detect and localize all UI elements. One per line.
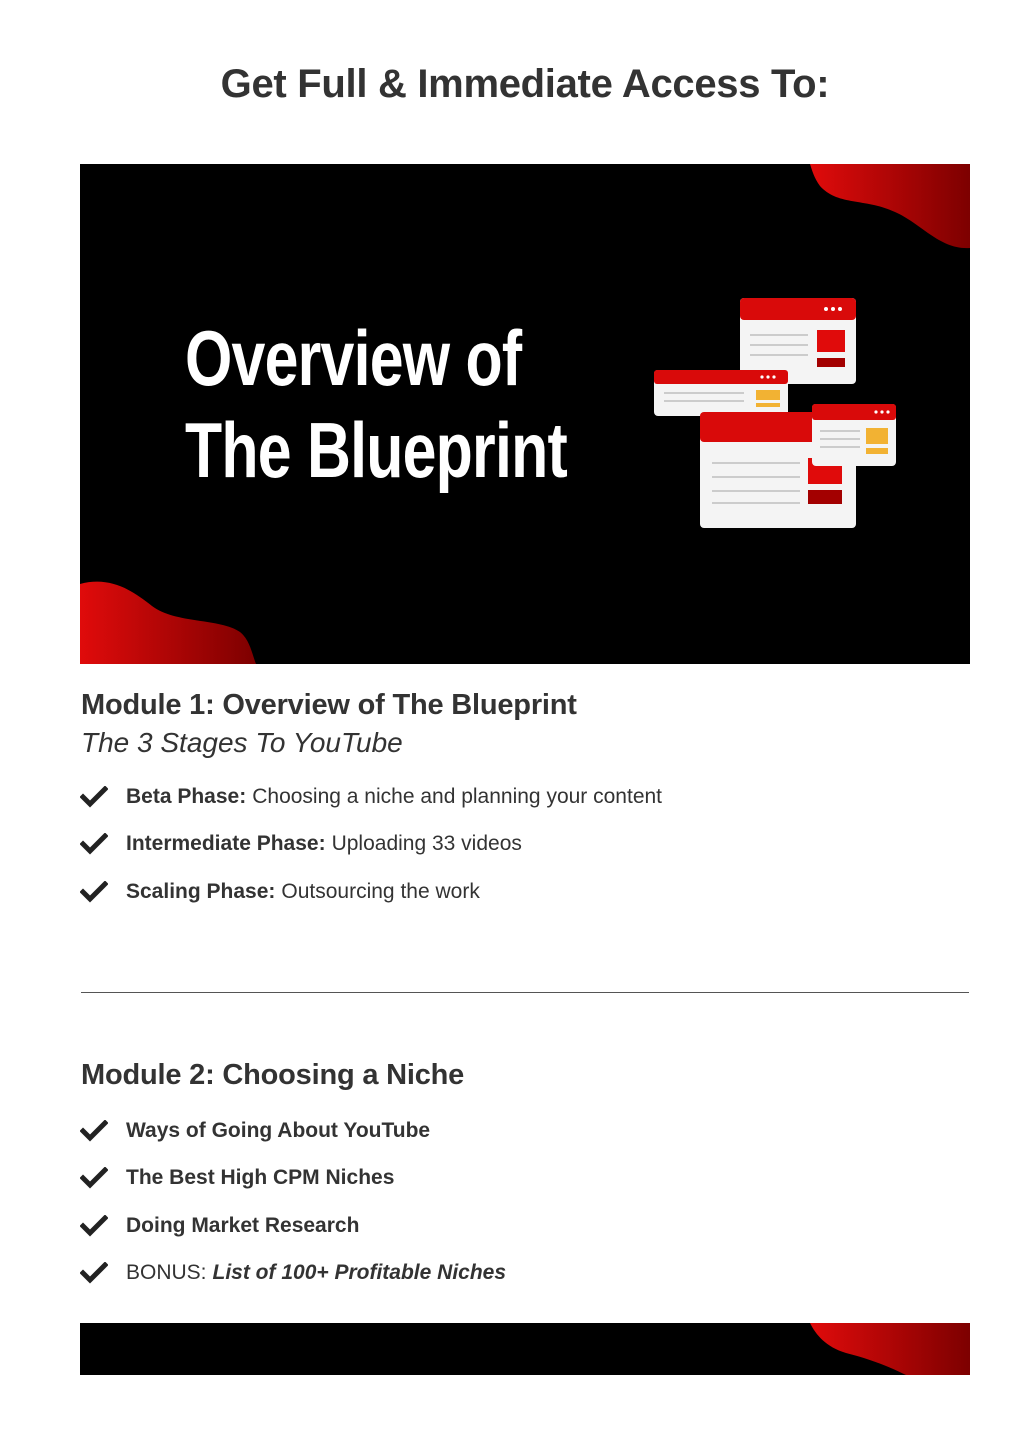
module-3-banner — [80, 1323, 970, 1375]
item-text: Outsourcing the work — [281, 879, 480, 903]
item-label: The Best High CPM Niches — [126, 1166, 395, 1190]
check-icon — [80, 881, 108, 903]
item-label: Beta Phase: — [126, 784, 247, 808]
check-icon — [80, 1167, 108, 1189]
list-item — [80, 1202, 506, 1250]
module-1-title: Module 1: Overview of The Blueprint — [81, 689, 577, 721]
check-icon — [80, 1262, 108, 1284]
list-item — [80, 773, 662, 821]
page-heading: Get Full & Immediate Access To: — [220, 62, 830, 106]
banner-title — [185, 312, 567, 496]
module-1-subtitle: The 3 Stages To YouTube — [81, 727, 403, 758]
item-text: List of 100+ Profitable Niches — [212, 1261, 507, 1285]
list-item — [80, 821, 662, 869]
list-item — [80, 868, 662, 916]
list-item — [80, 1155, 506, 1203]
decorative-blob-top-right — [810, 1323, 970, 1375]
item-label: Intermediate Phase: — [126, 832, 326, 856]
module-1-checklist — [80, 773, 662, 916]
item-text: Uploading 33 videos — [331, 832, 522, 856]
module-1-banner — [80, 164, 970, 664]
section-divider — [81, 992, 969, 993]
browser-window-icon — [654, 370, 788, 416]
check-icon — [80, 786, 108, 808]
check-icon — [80, 1215, 108, 1237]
item-label: Scaling Phase: — [126, 879, 276, 903]
item-label: BONUS: — [126, 1261, 207, 1285]
browser-windows-illustration — [650, 294, 900, 534]
banner-title-line-2: The Blueprint — [185, 406, 567, 494]
decorative-blob-bottom-left — [80, 580, 260, 664]
check-icon — [80, 833, 108, 855]
list-item — [80, 1107, 506, 1155]
item-label: Doing Market Research — [126, 1213, 360, 1237]
check-icon — [80, 1120, 108, 1142]
list-item — [80, 1250, 506, 1298]
decorative-blob-top-right — [810, 164, 970, 254]
item-text: Choosing a niche and planning your content — [252, 784, 663, 808]
browser-window-icon — [812, 404, 896, 466]
module-2-title: Module 2: Choosing a Niche — [81, 1059, 465, 1091]
banner-title-line-1: Overview of — [185, 314, 522, 402]
item-label: Ways of Going About YouTube — [126, 1118, 431, 1142]
module-2-checklist — [80, 1107, 506, 1297]
